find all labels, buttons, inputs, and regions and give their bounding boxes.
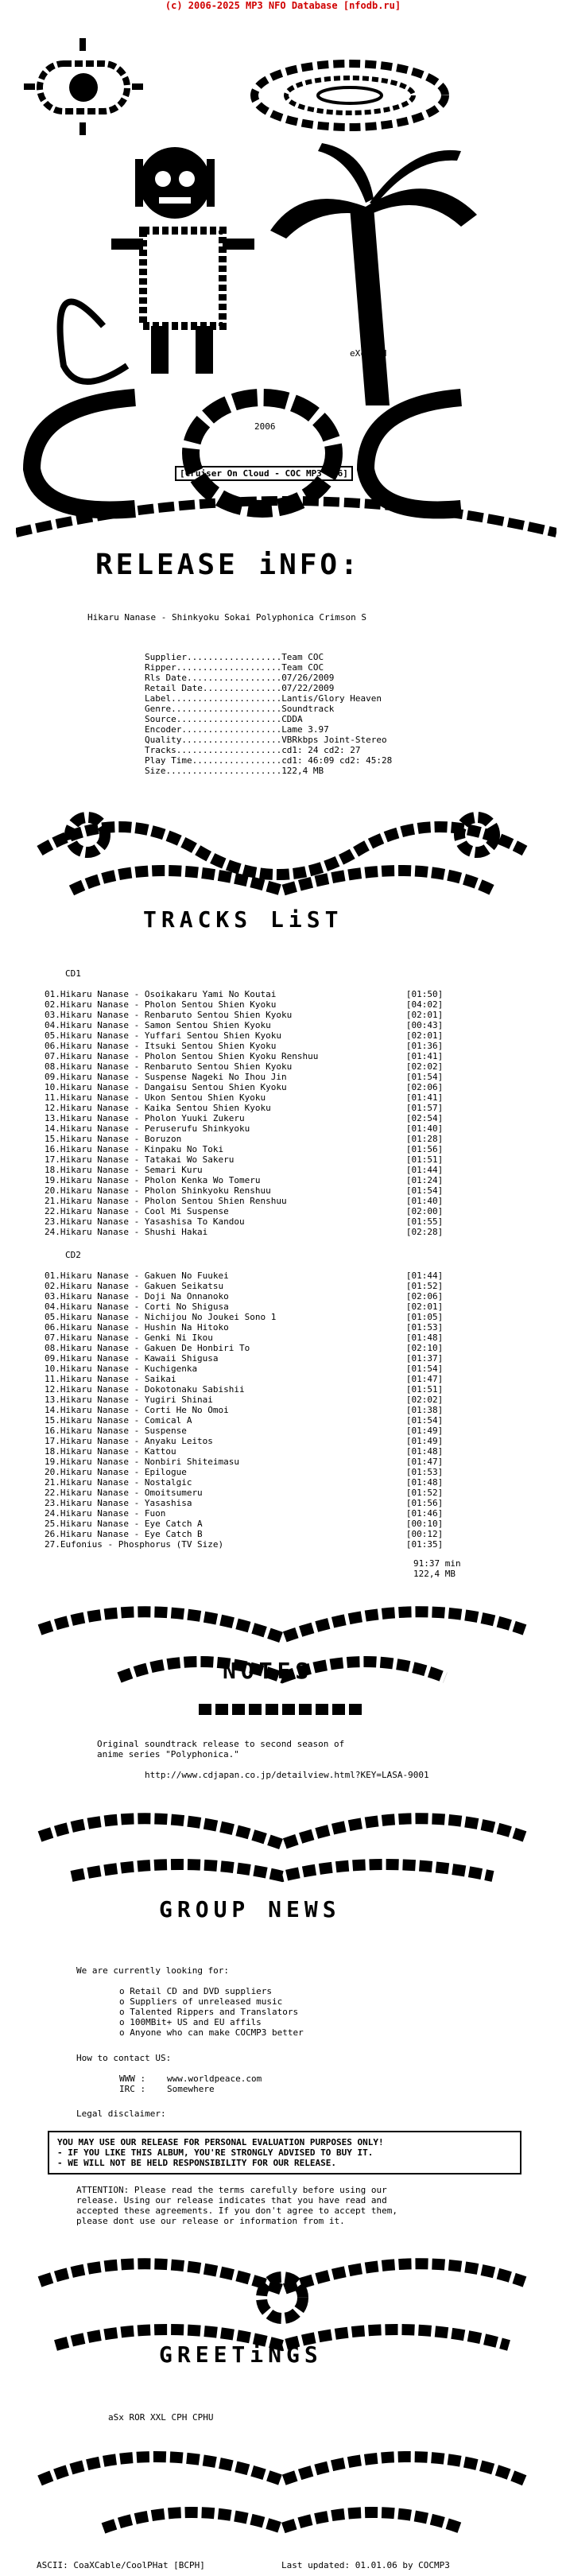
track-row [45, 1185, 466, 1196]
cd2-label: CD2 [65, 1250, 81, 1260]
track-row [45, 1374, 466, 1384]
track-title: Hikaru Nanase - Omoitsumeru [60, 1488, 203, 1498]
track-duration: [01:54] [405, 1185, 444, 1196]
track-number: 05. [45, 1030, 60, 1041]
track-duration: [02:02] [405, 1395, 444, 1405]
field-row: Supplier.................. Team COC [145, 652, 324, 662]
greetings-text: aSx ROR XXL CPH CPHU [108, 2412, 214, 2423]
field-row: Quality................... VBRkbps Joint-Stereo [145, 735, 387, 745]
track-duration: [01:50] [405, 989, 444, 999]
track-duration: [01:24] [405, 1175, 444, 1185]
track-title: Hikaru Nanase - Epilogue [60, 1467, 187, 1477]
track-number: 12. [45, 1103, 60, 1113]
track-duration: [01:48] [405, 1333, 444, 1343]
footer-left: ASCII: CoaXCable/CoolPHat [BCPH] [37, 2560, 205, 2570]
track-title: Hikaru Nanase - Semari Kuru [60, 1165, 203, 1175]
track-duration: [01:38] [405, 1405, 444, 1415]
track-title: Hikaru Nanase - Corti He No Omoi [60, 1405, 229, 1415]
logo-art [16, 24, 556, 564]
track-number: 27. [45, 1539, 60, 1550]
track-number: 11. [45, 1092, 60, 1103]
track-row [45, 1519, 466, 1529]
track-number: 05. [45, 1312, 60, 1322]
track-number: 21. [45, 1477, 60, 1488]
track-duration: [01:56] [405, 1144, 444, 1154]
track-title: Hikaru Nanase - Fuon [60, 1508, 166, 1519]
track-row [45, 1395, 466, 1405]
track-row [45, 1041, 466, 1051]
track-duration: [01:05] [405, 1312, 444, 1322]
track-title: Hikaru Nanase - Gakuen No Fuukei [60, 1271, 229, 1281]
track-row [45, 1322, 466, 1333]
track-duration: [01:54] [405, 1415, 444, 1426]
track-duration: [01:56] [405, 1498, 444, 1508]
track-row [45, 1467, 466, 1477]
list-item: o Suppliers of unreleased music [119, 1996, 283, 2007]
track-duration: [02:01] [405, 1010, 444, 1020]
source-header: (c) 2006-2025 MP3 NFO Database [nfodb.ru] [165, 0, 401, 11]
track-title: Hikaru Nanase - Boruzon [60, 1134, 182, 1144]
track-number: 10. [45, 1082, 60, 1092]
track-number: 19. [45, 1175, 60, 1185]
field-row: Size...................... 122,4 MB [145, 766, 324, 776]
notes-line2: anime series "Polyphonica." [97, 1749, 239, 1759]
track-number: 24. [45, 1227, 60, 1237]
track-number: 15. [45, 1134, 60, 1144]
track-duration: [01:51] [405, 1384, 444, 1395]
track-title: Hikaru Nanase - Dangaisu Sentou Shien Kyoku [60, 1082, 287, 1092]
track-title: Hikaru Nanase - Kaika Sentou Shien Kyoku [60, 1103, 271, 1113]
track-row [45, 1020, 466, 1030]
track-row [45, 1281, 466, 1291]
track-number: 08. [45, 1343, 60, 1353]
field-row: Source.................... CDDA [145, 714, 303, 724]
track-title: Hikaru Nanase - Nostalgic [60, 1477, 192, 1488]
logo-caption: [Cruiser On Cloud - COC MP3 2K6] [175, 466, 353, 481]
track-duration: [02:54] [405, 1113, 444, 1123]
track-title: Hikaru Nanase - Doji Na Onnanoko [60, 1291, 229, 1302]
track-number: 14. [45, 1123, 60, 1134]
track-duration: [01:47] [405, 1457, 444, 1467]
field-row: Ripper.................... Team COC [145, 662, 324, 673]
track-duration: [02:10] [405, 1343, 444, 1353]
character-art [60, 147, 254, 382]
track-number: 18. [45, 1446, 60, 1457]
track-number: 03. [45, 1291, 60, 1302]
field-row: Tracks.................... cd1: 24 cd2: 27 [145, 745, 361, 755]
track-duration: [01:49] [405, 1426, 444, 1436]
notes-heading: NOTES [223, 1658, 314, 1684]
track-row [45, 1227, 466, 1237]
track-row [45, 1446, 466, 1457]
sun-art [24, 38, 143, 135]
track-row [45, 1539, 466, 1550]
attention-line: accepted these agreements. If you don't agree to accept them, [76, 2206, 397, 2216]
track-duration: [01:28] [405, 1134, 444, 1144]
track-duration: [02:06] [405, 1291, 444, 1302]
track-row [45, 1343, 466, 1353]
track-duration: [01:53] [405, 1322, 444, 1333]
tracks-heading: TRACKS LiST [143, 906, 343, 933]
notes-line1: Original soundtrack release to second season of [97, 1739, 345, 1749]
group-news-heading: GROUP NEWS [159, 1896, 341, 1922]
track-title: Hikaru Nanase - Pholon Sentou Shien Renshuu [60, 1196, 287, 1206]
track-duration: [02:02] [405, 1061, 444, 1072]
track-title: Hikaru Nanase - Ukon Sentou Shien Kyoku [60, 1092, 266, 1103]
track-number: 26. [45, 1529, 60, 1539]
total-size: 122,4 MB [413, 1569, 456, 1579]
track-row [45, 1291, 466, 1302]
track-duration: [01:37] [405, 1353, 444, 1364]
track-title: Hikaru Nanase - Hushin Na Hitoko [60, 1322, 229, 1333]
cd1-label: CD1 [65, 968, 81, 979]
release-fields [145, 652, 392, 776]
track-duration: [01:48] [405, 1477, 444, 1488]
legal-heading: Legal disclaimer: [76, 2109, 166, 2119]
track-duration: [01:36] [405, 1041, 444, 1051]
track-number: 23. [45, 1216, 60, 1227]
track-duration: [00:10] [405, 1519, 444, 1529]
greetings-heading: GREETiNGS [159, 2341, 323, 2368]
disclaimer-box [48, 2131, 521, 2174]
track-title: Hikaru Nanase - Nichijou No Joukei Sono 1 [60, 1312, 277, 1322]
track-row [45, 1206, 466, 1216]
track-title: Hikaru Nanase - Cool Mi Suspense [60, 1206, 229, 1216]
release-title: Hikaru Nanase - Shinkyoku Sokai Polyphonica Crimson S [87, 612, 366, 623]
track-row [45, 1092, 466, 1103]
track-row [45, 1082, 466, 1092]
track-duration: [01:57] [405, 1103, 444, 1113]
track-title: Hikaru Nanase - Yasashisa To Kandou [60, 1216, 245, 1227]
looking-for-list [119, 1986, 304, 2038]
track-row [45, 989, 466, 999]
attention-line: release. Using our release indicates that you have read and [76, 2195, 387, 2206]
track-duration: [01:44] [405, 1165, 444, 1175]
track-title: Hikaru Nanase - Itsuki Sentou Shien Kyoku [60, 1041, 277, 1051]
track-number: 01. [45, 989, 60, 999]
track-duration: [01:35] [405, 1539, 444, 1550]
track-row [45, 1405, 466, 1415]
track-title: Hikaru Nanase - Suspense [60, 1426, 187, 1436]
track-duration: [01:55] [405, 1216, 444, 1227]
field-row: Retail Date............... 07/22/2009 [145, 683, 335, 693]
coc-letters-art [16, 398, 556, 533]
track-number: 22. [45, 1206, 60, 1216]
track-duration: [01:47] [405, 1374, 444, 1384]
track-title: Hikaru Nanase - Kuchigenka [60, 1364, 198, 1374]
track-title: Eufonius - Phosphorus (TV Size) [60, 1539, 224, 1550]
track-number: 07. [45, 1333, 60, 1343]
track-row [45, 1134, 466, 1144]
track-row [45, 1216, 466, 1227]
track-title: Hikaru Nanase - Dokotonaku Sabishii [60, 1384, 245, 1395]
track-number: 21. [45, 1196, 60, 1206]
track-number: 02. [45, 999, 60, 1010]
logo-tag: eXc/CPH [350, 348, 387, 359]
track-row [45, 1103, 466, 1113]
field-row: Label..................... Lantis/Glory Heaven [145, 693, 382, 704]
track-number: 13. [45, 1113, 60, 1123]
track-title: Hikaru Nanase - Kattou [60, 1446, 176, 1457]
track-row [45, 1154, 466, 1165]
field-row: Play Time................. cd1: 46:09 cd2: 45:28 [145, 755, 393, 766]
track-duration: [02:01] [405, 1030, 444, 1041]
logo-year: 2006 [254, 421, 276, 432]
looking-for: We are currently looking for: [76, 1965, 230, 1976]
track-duration: [01:49] [405, 1436, 444, 1446]
track-duration: [04:02] [405, 999, 444, 1010]
track-duration: [01:41] [405, 1051, 444, 1061]
field-row: Encoder................... Lame 3.97 [145, 724, 329, 735]
track-title: Hikaru Nanase - Suspense Nageki No Ihou Jin [60, 1072, 287, 1082]
list-item: o Anyone who can make COCMP3 better [119, 2027, 304, 2038]
contact-heading: How to contact US: [76, 2053, 172, 2063]
track-number: 18. [45, 1165, 60, 1175]
track-row [45, 1113, 466, 1123]
track-number: 14. [45, 1405, 60, 1415]
field-row: Genre..................... Soundtrack [145, 704, 335, 714]
track-number: 22. [45, 1488, 60, 1498]
www-link[interactable]: www.worldpeace.com [167, 2074, 262, 2084]
track-title: Hikaru Nanase - Pholon Sentou Shien Kyoku [60, 999, 277, 1010]
track-title: Hikaru Nanase - Pholon Shinkyoku Renshuu [60, 1185, 271, 1196]
track-title: Hikaru Nanase - Nonbiri Shiteimasu [60, 1457, 240, 1467]
track-number: 17. [45, 1436, 60, 1446]
track-number: 25. [45, 1519, 60, 1529]
track-title: Hikaru Nanase - Kawaii Shigusa [60, 1353, 219, 1364]
track-row [45, 1498, 466, 1508]
track-duration: [01:46] [405, 1508, 444, 1519]
track-title: Hikaru Nanase - Samon Sentou Shien Kyoku [60, 1020, 271, 1030]
track-title: Hikaru Nanase - Tatakai Wo Sakeru [60, 1154, 235, 1165]
contact-www: WWW : www.worldpeace.com [119, 2074, 262, 2084]
track-duration: [01:52] [405, 1488, 444, 1498]
contact-irc: IRC : Somewhere [119, 2084, 215, 2094]
track-row [45, 1010, 466, 1020]
track-duration: [01:53] [405, 1467, 444, 1477]
track-number: 02. [45, 1281, 60, 1291]
track-number: 16. [45, 1426, 60, 1436]
track-title: Hikaru Nanase - Eye Catch B [60, 1529, 203, 1539]
track-row [45, 999, 466, 1010]
track-duration: [01:48] [405, 1446, 444, 1457]
track-row [45, 1302, 466, 1312]
track-number: 04. [45, 1020, 60, 1030]
track-title: Hikaru Nanase - Yugiri Shinai [60, 1395, 213, 1405]
track-duration: [00:12] [405, 1529, 444, 1539]
cd1-tracklist [45, 989, 466, 1237]
track-title: Hikaru Nanase - Saikai [60, 1374, 176, 1384]
track-number: 03. [45, 1010, 60, 1020]
track-title: Hikaru Nanase - Renbaruto Sentou Shien Kyoku [60, 1061, 293, 1072]
track-title: Hikaru Nanase - Eye Catch A [60, 1519, 203, 1529]
track-number: 16. [45, 1144, 60, 1154]
track-title: Hikaru Nanase - Peruserufu Shinkyoku [60, 1123, 250, 1134]
track-row [45, 1384, 466, 1395]
track-title: Hikaru Nanase - Pholon Kenka Wo Tomeru [60, 1175, 261, 1185]
track-title: Hikaru Nanase - Genki Ni Ikou [60, 1333, 213, 1343]
track-title: Hikaru Nanase - Pholon Sentou Shien Kyoku Renshuu [60, 1051, 319, 1061]
attention-line: ATTENTION: Please read the terms carefully before using our [76, 2185, 387, 2195]
release-info-heading: RELEASE iNFO: [95, 549, 361, 581]
track-row [45, 1457, 466, 1467]
track-duration: [01:54] [405, 1072, 444, 1082]
field-row: Rls Date.................. 07/26/2009 [145, 673, 335, 683]
track-row [45, 1123, 466, 1134]
track-row [45, 1312, 466, 1322]
track-number: 19. [45, 1457, 60, 1467]
track-row [45, 1488, 466, 1498]
track-duration: [01:52] [405, 1281, 444, 1291]
track-duration: [02:01] [405, 1302, 444, 1312]
track-duration: [01:40] [405, 1196, 444, 1206]
track-row [45, 1144, 466, 1154]
track-number: 04. [45, 1302, 60, 1312]
track-title: Hikaru Nanase - Comical A [60, 1415, 192, 1426]
track-title: Hikaru Nanase - Kinpaku No Toki [60, 1144, 224, 1154]
track-number: 06. [45, 1041, 60, 1051]
track-number: 07. [45, 1051, 60, 1061]
track-title: Hikaru Nanase - Anyaku Leitos [60, 1436, 213, 1446]
track-number: 12. [45, 1384, 60, 1395]
track-title: Hikaru Nanase - Corti No Shigusa [60, 1302, 229, 1312]
track-duration: [01:40] [405, 1123, 444, 1134]
track-row [45, 1175, 466, 1185]
track-number: 11. [45, 1374, 60, 1384]
track-row [45, 1271, 466, 1281]
track-title: Hikaru Nanase - Yuffari Sentou Shien Kyoku [60, 1030, 282, 1041]
track-row [45, 1426, 466, 1436]
track-duration: [01:44] [405, 1271, 444, 1281]
track-number: 20. [45, 1185, 60, 1196]
track-title: Hikaru Nanase - Gakuen Seikatsu [60, 1281, 224, 1291]
track-duration: [01:51] [405, 1154, 444, 1165]
track-title: Hikaru Nanase - Pholon Yuuki Zukeru [60, 1113, 245, 1123]
track-duration: [02:06] [405, 1082, 444, 1092]
footer-right: Last updated: 01.01.06 by COCMP3 [281, 2560, 450, 2570]
track-row [45, 1051, 466, 1061]
disclaimer-line: YOU MAY USE OUR RELEASE FOR PERSONAL EVALUATION PURPOSES ONLY! [57, 2137, 384, 2147]
track-number: 13. [45, 1395, 60, 1405]
ascii-art-illustration [16, 24, 556, 564]
track-row [45, 1072, 466, 1082]
ornament-footer [24, 2433, 541, 2552]
list-item: o Retail CD and DVD suppliers [119, 1986, 273, 1996]
list-item: o Talented Rippers and Translators [119, 2007, 299, 2017]
track-row [45, 1061, 466, 1072]
disclaimer-line: - IF YOU LIKE THIS ALBUM, YOU'RE STRONGLY ADVISED TO BUY IT. [57, 2147, 374, 2158]
track-duration: [01:41] [405, 1092, 444, 1103]
track-duration: [01:54] [405, 1364, 444, 1374]
track-number: 09. [45, 1072, 60, 1082]
track-title: Hikaru Nanase - Renbaruto Sentou Shien Kyoku [60, 1010, 293, 1020]
track-row [45, 1196, 466, 1206]
track-duration: [02:00] [405, 1206, 444, 1216]
total-time: 91:37 min [413, 1558, 461, 1569]
planet-art [254, 64, 445, 127]
track-row [45, 1364, 466, 1374]
track-title: Hikaru Nanase - Shushi Hakai [60, 1227, 208, 1237]
track-duration: [02:28] [405, 1227, 444, 1237]
cd2-tracklist [45, 1271, 466, 1550]
disclaimer-line: - WE WILL NOT BE HELD RESPONSIBILITY FOR OUR RELEASE. [57, 2158, 336, 2168]
track-number: 20. [45, 1467, 60, 1477]
track-number: 08. [45, 1061, 60, 1072]
track-row [45, 1165, 466, 1175]
attention-line: please dont use our release or information from it. [76, 2216, 345, 2226]
notes-url[interactable]: http://www.cdjapan.co.jp/detailview.html?KEY=LASA-9001 [145, 1770, 429, 1780]
track-number: 17. [45, 1154, 60, 1165]
track-row [45, 1529, 466, 1539]
track-row [45, 1415, 466, 1426]
track-row [45, 1477, 466, 1488]
list-item: o 100MBit+ US and EU affils [119, 2017, 262, 2027]
track-row [45, 1030, 466, 1041]
track-number: 01. [45, 1271, 60, 1281]
track-number: 23. [45, 1498, 60, 1508]
ornament-greetings [24, 2242, 541, 2393]
palm-tree-art [270, 143, 477, 405]
track-number: 24. [45, 1508, 60, 1519]
track-title: Hikaru Nanase - Gakuen De Honbiri To [60, 1343, 250, 1353]
track-row [45, 1436, 466, 1446]
track-row [45, 1333, 466, 1343]
track-number: 09. [45, 1353, 60, 1364]
track-row [45, 1353, 466, 1364]
attention-block [76, 2185, 397, 2226]
track-number: 10. [45, 1364, 60, 1374]
track-number: 15. [45, 1415, 60, 1426]
track-duration: [00:43] [405, 1020, 444, 1030]
track-title: Hikaru Nanase - Osoikakaru Yami No Koutai [60, 989, 277, 999]
track-title: Hikaru Nanase - Yasashisa [60, 1498, 192, 1508]
track-row [45, 1508, 466, 1519]
track-number: 06. [45, 1322, 60, 1333]
